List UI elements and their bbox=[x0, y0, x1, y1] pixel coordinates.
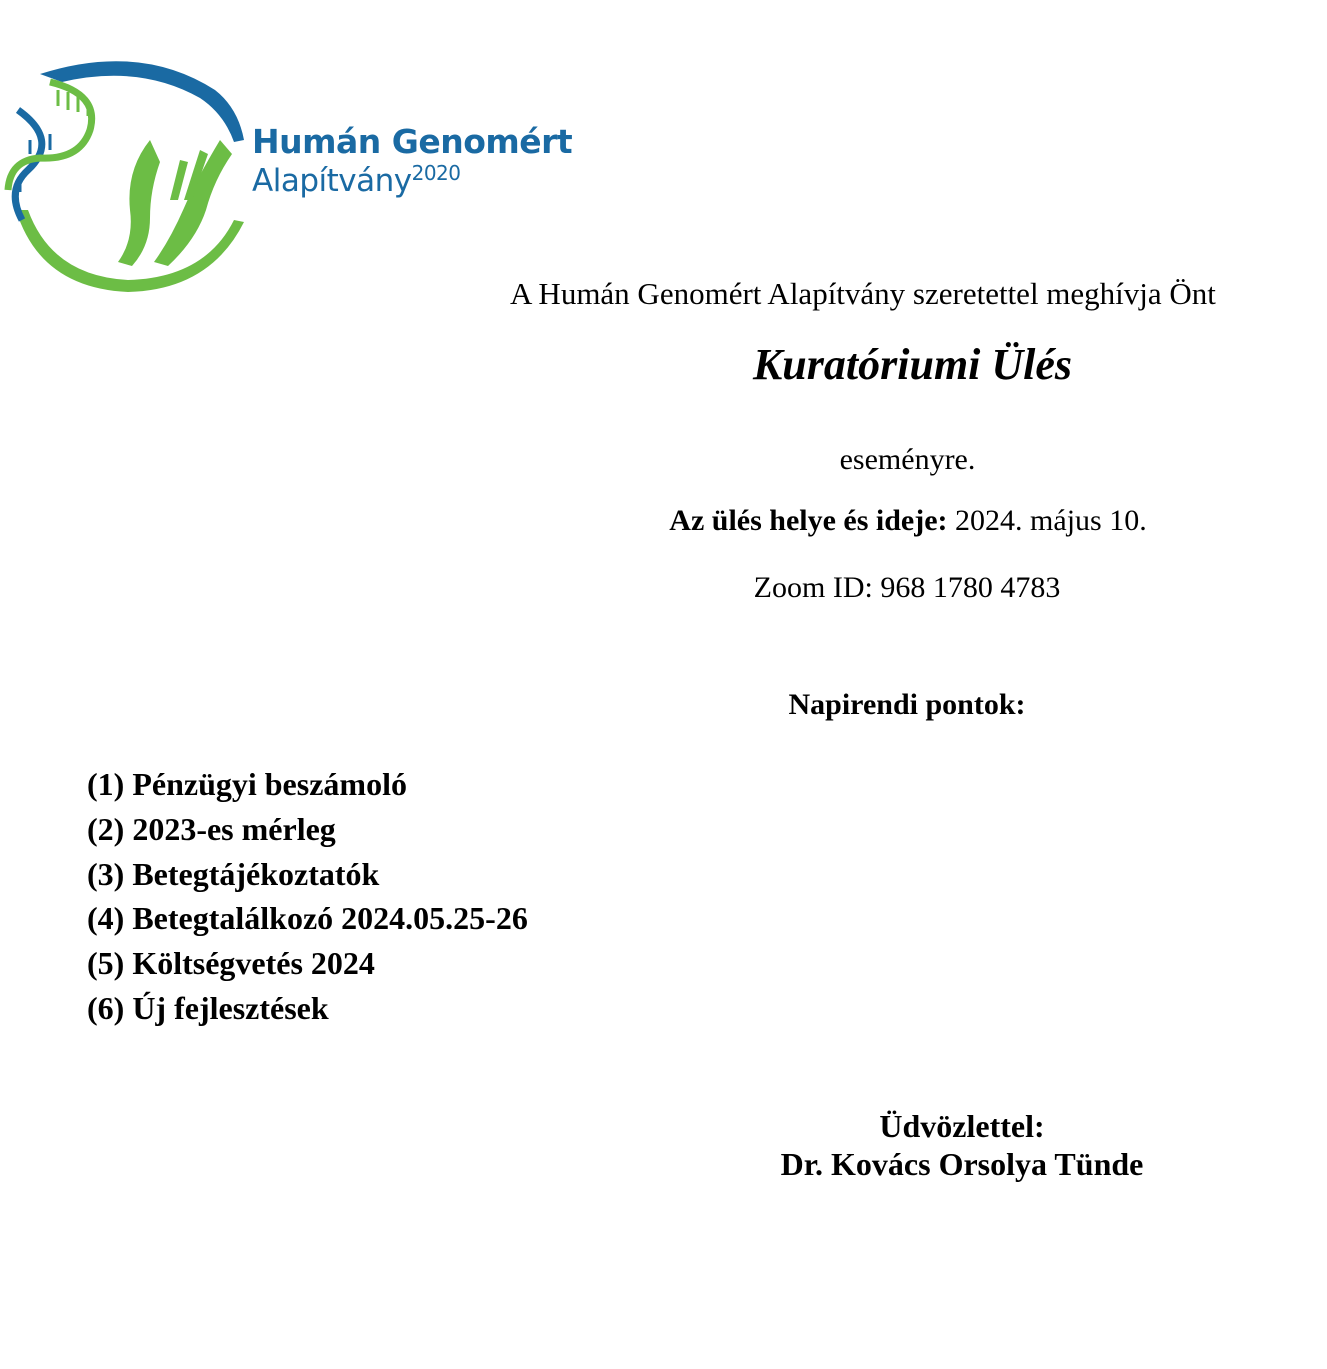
logo-name-word: Alapítvány bbox=[252, 163, 412, 199]
invitation-line: A Humán Genomért Alapítvány szeretettel meghívja Önt bbox=[510, 276, 1216, 311]
venue-label: Az ülés helye és ideje: bbox=[669, 504, 948, 537]
closing-greeting: Üdvözlettel: bbox=[879, 1108, 1045, 1144]
event-suffix: eseményre. bbox=[839, 443, 976, 476]
agenda-item: (2) 2023-es mérleg bbox=[87, 810, 336, 847]
agenda-item: (1) Pénzügyi beszámoló bbox=[87, 766, 407, 802]
agenda-item: (5) Költségvetés 2024 bbox=[87, 945, 375, 982]
venue-line bbox=[608, 504, 1208, 538]
agenda-item: (4) Betegtalálkozó 2024.05.25-26 bbox=[87, 900, 528, 937]
logo-name-year: 2020 bbox=[411, 161, 461, 185]
logo-name-line1: Humán Genomért bbox=[252, 122, 573, 161]
logo-name-line2 bbox=[252, 162, 572, 200]
agenda-item: (6) Új fejlesztések bbox=[87, 989, 329, 1026]
closing-signer: Dr. Kovács Orsolya Tünde bbox=[780, 1146, 1144, 1182]
agenda-list bbox=[87, 762, 528, 1031]
agenda-title: Napirendi pontok: bbox=[788, 688, 1026, 721]
closing-block bbox=[712, 1107, 1212, 1183]
zoom-id-line: Zoom ID: 968 1780 4783 bbox=[753, 571, 1061, 604]
logo-wordmark bbox=[252, 122, 572, 200]
event-title: Kuratóriumi Ülés bbox=[752, 340, 1073, 389]
dna-hands-logo-icon bbox=[0, 50, 250, 300]
agenda-item: (3) Betegtájékoztatók bbox=[87, 855, 380, 892]
foundation-logo bbox=[0, 50, 573, 300]
venue-value: 2024. május 10. bbox=[947, 504, 1147, 537]
